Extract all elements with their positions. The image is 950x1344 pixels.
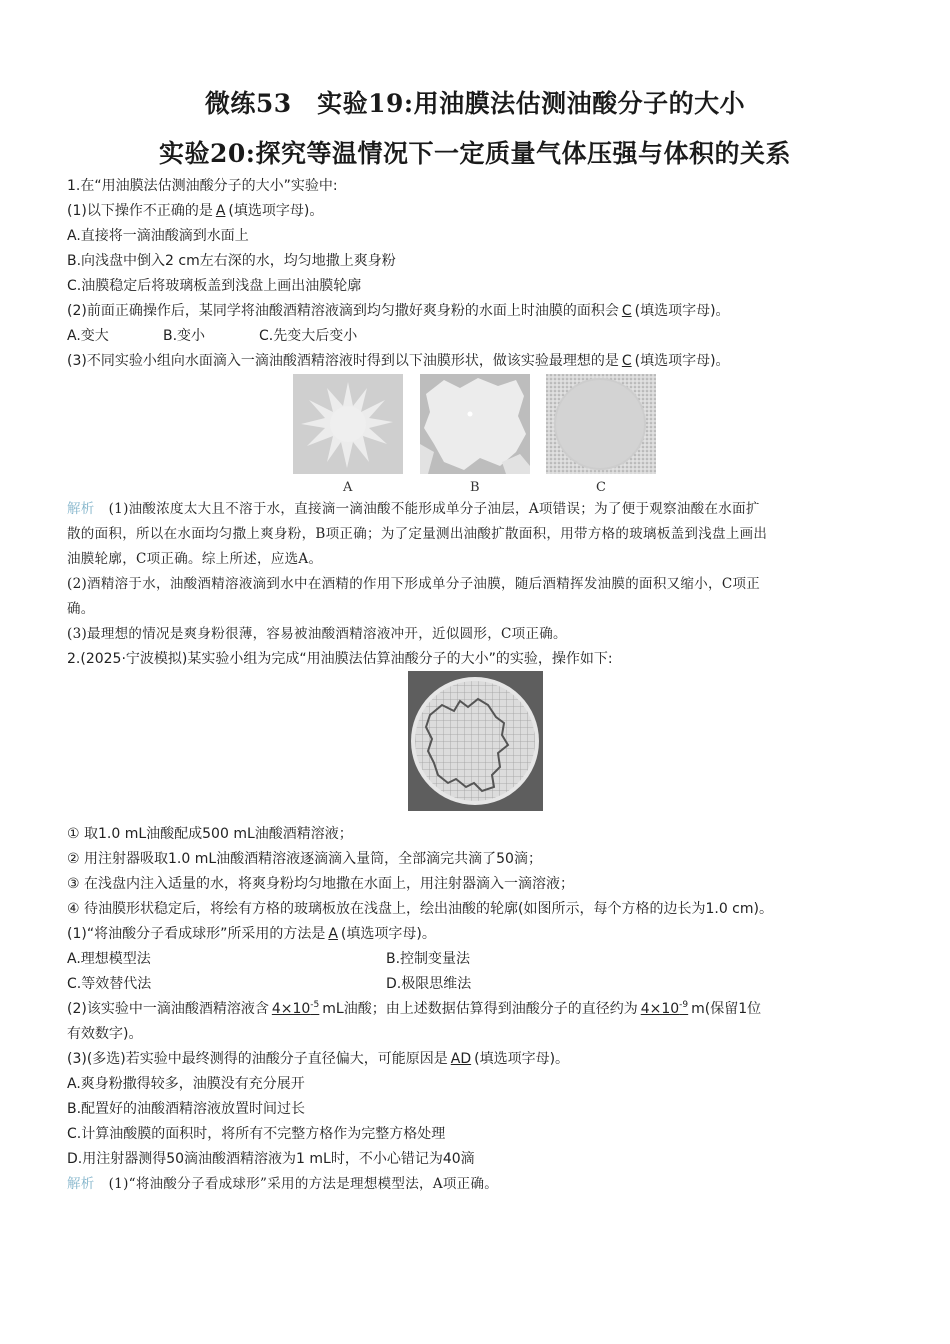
q1-analysis-line1 (67, 499, 760, 519)
q2-part3-option-b: B.配置好的油酸酒精溶液放置时间过长 (67, 1101, 306, 1117)
figure-label-c: C (596, 480, 606, 495)
q1-part1-option-b: B.向浅盘中倒入2 cm左右深的水，均匀地撒上爽身粉 (67, 253, 396, 269)
q2-part1-option-c: C.等效替代法 (67, 976, 152, 992)
q2-part2-line2: 有效数字)。 (67, 1026, 143, 1042)
q1-analysis-line3: 油膜轮廓，C项正确。综上所述，应选A。 (67, 551, 323, 567)
q2-part1-text: (1)“将油酸分子看成球形”所采用的方法是 (67, 926, 326, 942)
q2-part3-hint: (填选项字母)。 (474, 1051, 570, 1067)
q2-part2-mid-text: mL油酸；由上述数据估算得到油酸分子的直径约为 (322, 1001, 638, 1017)
oil-film-photo-b (420, 374, 530, 474)
q1-part3-answer: C (621, 353, 632, 369)
oil-film-grid-photo (408, 671, 543, 811)
q1-part2-answer: C (621, 303, 632, 319)
q2-step2: ② 用注射器吸取1.0 mL油酸酒精溶液逐滴滴入量筒，全部滴完共滴了50滴； (67, 851, 542, 867)
oil-film-photo-a (293, 374, 403, 474)
q1-analysis-line5: 确。 (67, 601, 95, 617)
q2-part1-option-b: B.控制变量法 (386, 951, 471, 967)
q2-part3-answer: AD (450, 1051, 472, 1067)
q2-part2-text: (2)该实验中一滴油酸酒精溶液含 (67, 1001, 269, 1017)
figure-label-a: A (343, 480, 353, 495)
q2-analysis-text1: (1)“将油酸分子看成球形”采用的方法是理想模型法，A项正确。 (108, 1176, 499, 1192)
figure-label-b: B (470, 480, 480, 495)
q2-part2-answer2-exponent: -9 (679, 1000, 689, 1010)
q2-part2-answer1-exponent: -5 (310, 1000, 320, 1010)
q2-part3-option-d: D.用注射器测得50滴油酸酒精溶液为1 mL时，不小心错记为40滴 (67, 1151, 475, 1167)
q2-part2-answer1 (269, 1001, 322, 1017)
q1-part1-answer: A (215, 203, 226, 219)
q1-part1-option-c: C.油膜稳定后将玻璃板盖到浅盘上画出油膜轮廓 (67, 278, 362, 294)
q2-part3-option-c: C.计算油酸膜的面积时，将所有不完整方格作为完整方格处理 (67, 1126, 446, 1142)
q2-part3 (67, 1049, 569, 1069)
q2-part3-text: (3)(多选)若实验中最终测得的油酸分子直径偏大，可能原因是 (67, 1051, 448, 1067)
q2-stem: 2.(2025·宁波模拟)某实验小组为完成“用油膜法估算油酸分子的大小”的实验，操作如下: (67, 651, 613, 667)
page-title-line1: 微练53 实验19:用油膜法估测油酸分子的大小 (204, 89, 746, 118)
q1-part3-hint: (填选项字母)。 (634, 353, 730, 369)
q2-step1: ① 取1.0 mL油酸配成500 mL油酸酒精溶液； (67, 826, 353, 842)
q1-analysis-text1: (1)油酸浓度太大且不溶于水，直接滴一滴油酸不能形成单分子油层，A项错误；为了便于观察油酸在水面扩 (108, 501, 760, 517)
q2-part2-tail: m(保留1位 (691, 1001, 762, 1017)
analysis-tag: 解析 (67, 501, 95, 517)
q1-part1-option-a: A.直接将一滴油酸滴到水面上 (67, 228, 249, 244)
q2-analysis-line1 (67, 1174, 498, 1194)
q1-part2-option-b: B.变小 (163, 328, 206, 344)
q2-part2-answer2 (638, 1001, 691, 1017)
q1-analysis-line4: (2)酒精溶于水，油酸酒精溶液滴到水中在酒精的作用下形成单分子油膜，随后酒精挥发油膜的面积又缩小，C项正 (67, 576, 761, 592)
q1-part2 (67, 301, 730, 321)
q1-part3-text: (3)不同实验小组向水面滴入一滴油酸酒精溶液时得到以下油膜形状，做该实验最理想的是 (67, 353, 619, 369)
q1-part2-option-a: A.变大 (67, 328, 109, 344)
q1-part1-hint: (填选项字母)。 (228, 203, 324, 219)
oil-film-photo-c (546, 374, 656, 474)
q2-part2-answer2-base: 4×10 (640, 1001, 680, 1017)
q1-analysis-line6: (3)最理想的情况是爽身粉很薄，容易被油酸酒精溶液冲开，近似圆形，C项正确。 (67, 626, 567, 642)
q1-part1 (67, 201, 323, 221)
q1-stem: 1.在“用油膜法估测油酸分子的大小”实验中: (67, 178, 338, 194)
q1-part2-option-c: C.先变大后变小 (259, 328, 358, 344)
q2-part2 (67, 999, 761, 1019)
q2-part1-hint: (填选项字母)。 (340, 926, 436, 942)
q2-step4: ④ 待油膜形状稳定后，将绘有方格的玻璃板放在浅盘上，绘出油酸的轮廓(如图所示，每个方格的边长为1.0 cm)。 (67, 901, 773, 917)
q2-part1-answer: A (328, 926, 338, 942)
q2-part2-answer1-base: 4×10 (271, 1001, 311, 1017)
q1-part3 (67, 351, 730, 371)
q2-step3: ③ 在浅盘内注入适量的水，将爽身粉均匀地撒在水面上，用注射器滴入一滴溶液； (67, 876, 574, 892)
q2-part1-option-a: A.理想模型法 (67, 951, 151, 967)
q2-part1 (67, 924, 436, 944)
q2-part3-option-a: A.爽身粉撒得较多，油膜没有充分展开 (67, 1076, 305, 1092)
q2-part1-option-d: D.极限思维法 (386, 976, 472, 992)
q1-part2-options (67, 326, 357, 346)
analysis-tag: 解析 (67, 1176, 95, 1192)
page-title-line2: 实验20:探究等温情况下一定质量气体压强与体积的关系 (158, 139, 792, 168)
q1-part2-hint: (填选项字母)。 (634, 303, 730, 319)
q1-part1-text: (1)以下操作不正确的是 (67, 203, 213, 219)
q1-analysis-line2: 散的面积，所以在水面均匀撒上爽身粉，B项正确；为了定量测出油酸扩散面积，用带方格的玻璃板盖到浅盘上画出 (67, 526, 768, 542)
q1-part2-text: (2)前面正确操作后，某同学将油酸酒精溶液滴到均匀撒好爽身粉的水面上时油膜的面积会 (67, 303, 619, 319)
